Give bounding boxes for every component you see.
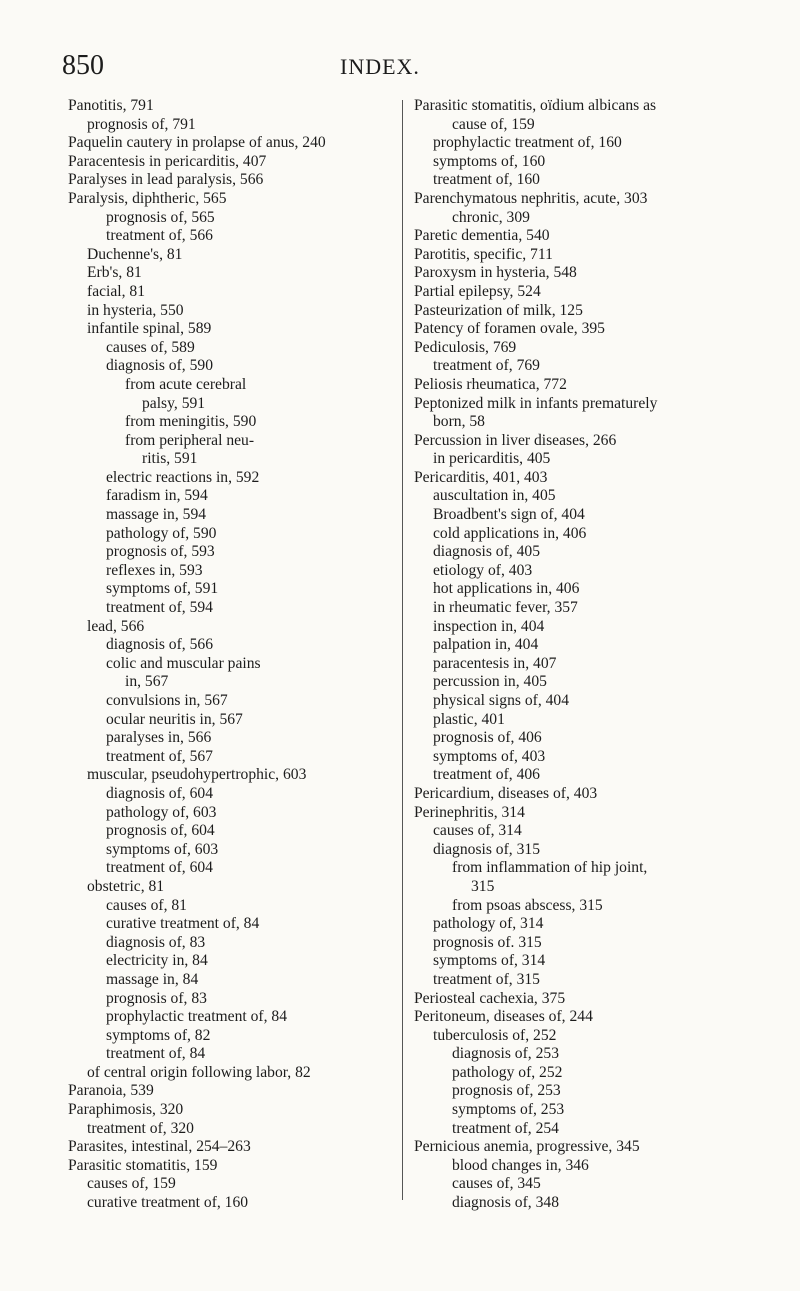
- index-subentry: prognosis of, 791: [87, 115, 196, 133]
- index-subentry: in, 567: [125, 673, 169, 691]
- index-subentry: treatment of, 84: [106, 1045, 206, 1063]
- index-subentry: treatment of, 315: [433, 970, 540, 988]
- index-subentry: muscular, pseudohypertrophic, 603: [87, 766, 307, 784]
- index-subentry: treatment of, 769: [433, 357, 540, 375]
- index-subentry: born, 58: [433, 413, 485, 431]
- index-subentry: ocular neuritis in, 567: [106, 710, 243, 728]
- index-subentry: reflexes in, 593: [106, 561, 203, 579]
- index-subentry: diagnosis of, 590: [106, 357, 213, 375]
- index-subentry: causes of, 159: [87, 1175, 176, 1193]
- index-subentry: diagnosis of, 604: [106, 784, 213, 802]
- index-subentry: pathology of, 252: [452, 1063, 563, 1081]
- index-subentry: from acute cerebral: [125, 375, 247, 393]
- index-subentry: of central origin following labor, 82: [87, 1063, 311, 1081]
- index-subentry: treatment of, 160: [433, 171, 540, 189]
- index-subentry: prognosis of, 406: [433, 729, 542, 747]
- index-subentry: lead, 566: [87, 617, 145, 635]
- index-subentry: diagnosis of, 348: [452, 1194, 559, 1212]
- index-subentry: treatment of, 594: [106, 599, 213, 617]
- index-entry: Paranoia, 539: [68, 1082, 154, 1100]
- index-entry: Peritoneum, diseases of, 244: [414, 1008, 593, 1026]
- index-subentry: from inflammation of hip joint,: [452, 859, 648, 877]
- index-entry: Paretic dementia, 540: [414, 227, 550, 245]
- index-entry: Parasitic stomatitis, oïdium albicans as: [414, 97, 657, 114]
- index-entry: Paralysis, diphtheric, 565: [68, 189, 227, 207]
- index-entry: Periosteal cachexia, 375: [414, 989, 566, 1007]
- index-subentry: from peripheral neu-: [125, 431, 255, 449]
- index-subentry: symptoms of, 591: [106, 580, 219, 598]
- index-subentry: prognosis of. 315: [433, 933, 542, 951]
- index-subentry: pathology of, 590: [106, 524, 217, 542]
- index-entry: Peptonized milk in infants prematurely: [414, 394, 658, 412]
- index-subentry: Erb's, 81: [87, 264, 142, 282]
- index-subentry: plastic, 401: [433, 710, 505, 728]
- index-subentry: prophylactic treatment of, 160: [433, 134, 622, 152]
- index-subentry: diagnosis of, 83: [106, 933, 206, 951]
- index-subentry: prognosis of, 565: [106, 208, 215, 226]
- index-subentry: paralyses in, 566: [106, 729, 212, 747]
- index-entry: Patency of foramen ovale, 395: [414, 320, 605, 338]
- index-subentry: ritis, 591: [142, 450, 198, 468]
- index-subentry: 315: [471, 877, 495, 895]
- index-subentry: symptoms of, 253: [452, 1101, 565, 1119]
- index-subentry: etiology of, 403: [433, 561, 533, 579]
- index-subentry: treatment of, 566: [106, 227, 213, 245]
- index-entry: Pasteurization of milk, 125: [414, 301, 583, 319]
- index-entry: Pediculosis, 769: [414, 338, 517, 356]
- column-divider: [402, 100, 403, 1200]
- index-subentry: inspection in, 404: [433, 617, 545, 635]
- index-subentry: prophylactic treatment of, 84: [106, 1008, 287, 1026]
- index-subentry: paracentesis in, 407: [433, 654, 557, 672]
- index-subentry: chronic, 309: [452, 208, 530, 226]
- index-subentry: convulsions in, 567: [106, 692, 228, 709]
- index-entry: Pernicious anemia, progressive, 345: [414, 1138, 640, 1156]
- index-subentry: from psoas abscess, 315: [452, 896, 603, 914]
- index-subentry: in hysteria, 550: [87, 301, 184, 319]
- index-entry: Percussion in liver diseases, 266: [414, 431, 617, 449]
- index-subentry: causes of, 589: [106, 338, 195, 356]
- index-entry: Parasitic stomatitis, 159: [68, 1156, 218, 1174]
- index-subentry: in pericarditis, 405: [433, 450, 551, 468]
- index-column-left: [68, 97, 393, 1213]
- page-header: [0, 50, 800, 86]
- index-subentry: colic and muscular pains: [106, 654, 261, 672]
- index-subentry: treatment of, 320: [87, 1119, 194, 1137]
- index-subentry: electricity in, 84: [106, 952, 208, 970]
- index-subentry: physical signs of, 404: [433, 692, 570, 709]
- index-subentry: prognosis of, 604: [106, 822, 215, 840]
- index-subentry: Duchenne's, 81: [87, 245, 183, 263]
- index-subentry: causes of, 345: [452, 1175, 541, 1193]
- index-entry: Paracentesis in pericarditis, 407: [68, 152, 267, 170]
- index-subentry: symptoms of, 160: [433, 152, 546, 170]
- index-subentry: symptoms of, 82: [106, 1026, 211, 1044]
- index-subentry: symptoms of, 403: [433, 747, 546, 765]
- index-subentry: in rheumatic fever, 357: [433, 599, 578, 617]
- index-subentry: faradism in, 594: [106, 487, 208, 505]
- index-subentry: symptoms of, 603: [106, 840, 219, 858]
- index-subentry: electric reactions in, 592: [106, 468, 260, 486]
- index-subentry: treatment of, 604: [106, 859, 213, 877]
- index-subentry: auscultation in, 405: [433, 487, 556, 505]
- index-subentry: curative treatment of, 84: [106, 915, 260, 933]
- index-subentry: diagnosis of, 566: [106, 636, 213, 654]
- index-subentry: pathology of, 314: [433, 915, 544, 933]
- index-subentry: blood changes in, 346: [452, 1156, 589, 1174]
- index-entry: Perinephritis, 314: [414, 803, 525, 821]
- index-subentry: from meningitis, 590: [125, 413, 257, 431]
- running-title: INDEX.: [340, 54, 420, 79]
- index-subentry: diagnosis of, 315: [433, 840, 540, 858]
- index-subentry: cause of, 159: [452, 115, 535, 133]
- index-entry: Parasites, intestinal, 254–263: [68, 1138, 251, 1156]
- index-entry: Parotitis, specific, 711: [414, 245, 553, 263]
- index-subentry: diagnosis of, 405: [433, 543, 540, 561]
- index-entry: Peliosis rheumatica, 772: [414, 375, 567, 393]
- index-entry: Panotitis, 791: [68, 97, 154, 114]
- index-entry: Paroxysm in hysteria, 548: [414, 264, 577, 282]
- index-subentry: palpation in, 404: [433, 636, 539, 654]
- index-entry: Parenchymatous nephritis, acute, 303: [414, 189, 648, 207]
- index-subentry: symptoms of, 314: [433, 952, 546, 970]
- index-subentry: causes of, 81: [106, 896, 187, 914]
- index-subentry: prognosis of, 593: [106, 543, 215, 561]
- index-subentry: treatment of, 567: [106, 747, 213, 765]
- index-subentry: massage in, 594: [106, 506, 207, 524]
- index-subentry: percussion in, 405: [433, 673, 547, 691]
- index-subentry: Broadbent's sign of, 404: [433, 506, 585, 524]
- index-entry: Paquelin cautery in prolapse of anus, 240: [68, 134, 326, 152]
- index-column-right: [414, 97, 744, 1213]
- index-entry: Partial epilepsy, 524: [414, 282, 541, 300]
- index-subentry: infantile spinal, 589: [87, 320, 212, 338]
- index-entry: Paraphimosis, 320: [68, 1101, 184, 1119]
- index-subentry: tuberculosis of, 252: [433, 1026, 557, 1044]
- index-subentry: pathology of, 603: [106, 803, 217, 821]
- index-subentry: prognosis of, 83: [106, 989, 207, 1007]
- index-subentry: causes of, 314: [433, 822, 522, 840]
- index-subentry: prognosis of, 253: [452, 1082, 561, 1100]
- index-entry: Pericardium, diseases of, 403: [414, 784, 598, 802]
- index-subentry: treatment of, 406: [433, 766, 540, 784]
- index-subentry: diagnosis of, 253: [452, 1045, 559, 1063]
- index-entry: Paralyses in lead paralysis, 566: [68, 171, 264, 189]
- index-subentry: curative treatment of, 160: [87, 1194, 249, 1212]
- index-subentry: obstetric, 81: [87, 877, 165, 895]
- index-subentry: massage in, 84: [106, 970, 199, 988]
- page-number: 850: [62, 50, 104, 81]
- index-subentry: treatment of, 254: [452, 1119, 559, 1137]
- index-entry: Pericarditis, 401, 403: [414, 468, 548, 486]
- index-subentry: palsy, 591: [142, 394, 206, 412]
- index-subentry: facial, 81: [87, 282, 146, 300]
- index-subentry: hot applications in, 406: [433, 580, 580, 598]
- index-subentry: cold applications in, 406: [433, 524, 587, 542]
